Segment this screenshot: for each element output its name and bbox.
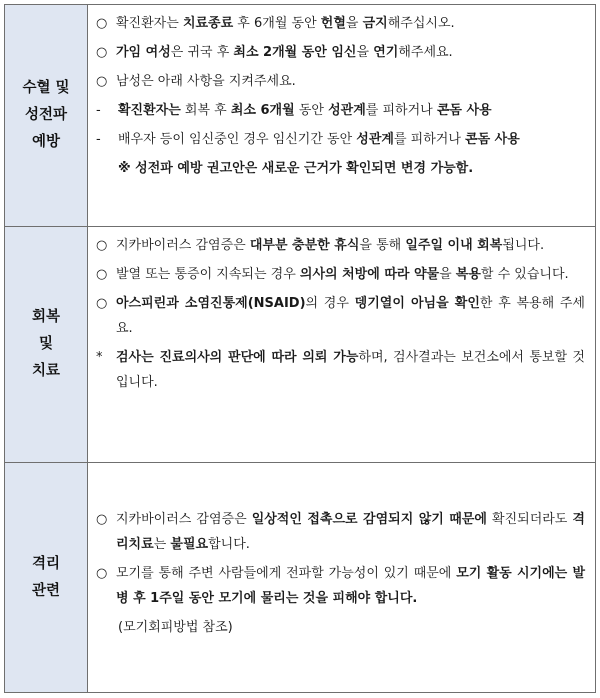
header-line: 성전파 (24, 107, 68, 123)
header-line: 관련 (31, 582, 60, 599)
reference-text: (모기회피방법 참조) (118, 620, 233, 635)
header-line: 및 (38, 336, 53, 352)
bullet-marker: ○ (96, 267, 108, 282)
list-item: - 확진환자는 회복 후 최소 6개월 동안 성관계를 피하거나 콘돔 사용 (96, 98, 585, 123)
bullet-marker: ○ (96, 238, 108, 253)
row-header-transmission (5, 5, 88, 227)
bullet-marker: ○ (96, 566, 108, 581)
row-recovery (5, 227, 596, 463)
guidance-table (4, 4, 596, 693)
list-item: ○ 지카바이러스 감염증은 일상적인 접촉으로 감염되지 않기 때문에 확진되더라도 격리치료는 불필요합니다. (96, 507, 585, 557)
row-body-isolation (88, 463, 596, 693)
row-transmission (5, 5, 596, 227)
dash-marker: - (96, 103, 101, 118)
header-line: 회복 (31, 309, 60, 325)
list-item: - 배우자 등이 임신중인 경우 임신기간 동안 성관계를 피하거나 콘돔 사용 (96, 127, 585, 152)
list-item: ○ 지카바이러스 감염증은 대부분 충분한 휴식을 통해 일주일 이내 회복됩니다. (96, 233, 585, 258)
list-item: ○ 가임 여성은 귀국 후 최소 2개월 동안 임신을 연기해주세요. (96, 40, 585, 65)
row-header-isolation (5, 463, 88, 693)
list-item: ○ 남성은 아래 사항을 지켜주세요. (96, 69, 585, 94)
bullet-marker: ○ (96, 74, 108, 89)
dash-marker: - (96, 132, 101, 147)
note-text: ※ 성전파 예방 권고안은 새로운 근거가 확인되면 변경 가능함. (118, 161, 474, 176)
header-line: 치료 (31, 363, 60, 379)
asterisk-marker: * (96, 350, 103, 365)
row-header-recovery (5, 227, 88, 463)
list-item: * 검사는 진료의사의 판단에 따라 의뢰 가능하며, 검사결과는 보건소에서 통보할 것 입니다. (96, 345, 585, 395)
row-body-transmission (88, 5, 596, 227)
list-item: ○ 모기를 통해 주변 사람들에게 전파할 가능성이 있기 때문에 모기 활동 시기에는 발병 후 1주일 동안 모기에 물리는 것을 피해야 합니다. (96, 561, 585, 611)
bullet-marker: ○ (96, 296, 108, 311)
bullet-marker: ○ (96, 16, 108, 31)
row-body-recovery (88, 227, 596, 463)
list-item: ○ 아스피린과 소염진통제(NSAID)의 경우 뎅기열이 아님을 확인한 후 복용해 주세요. (96, 291, 585, 341)
header-line: 수혈 및 (22, 80, 70, 96)
bullet-marker: ○ (96, 45, 108, 60)
bullet-marker: ○ (96, 512, 108, 527)
header-line: 격리 (31, 555, 60, 572)
row-isolation (5, 463, 596, 693)
list-item: ○ 발열 또는 통증이 지속되는 경우 의사의 처방에 따라 약물을 복용할 수 있습니다. (96, 262, 585, 287)
header-line: 예방 (31, 134, 60, 150)
list-item: ○ 확진환자는 치료종료 후 6개월 동안 헌혈을 금지해주십시오. (96, 11, 585, 36)
